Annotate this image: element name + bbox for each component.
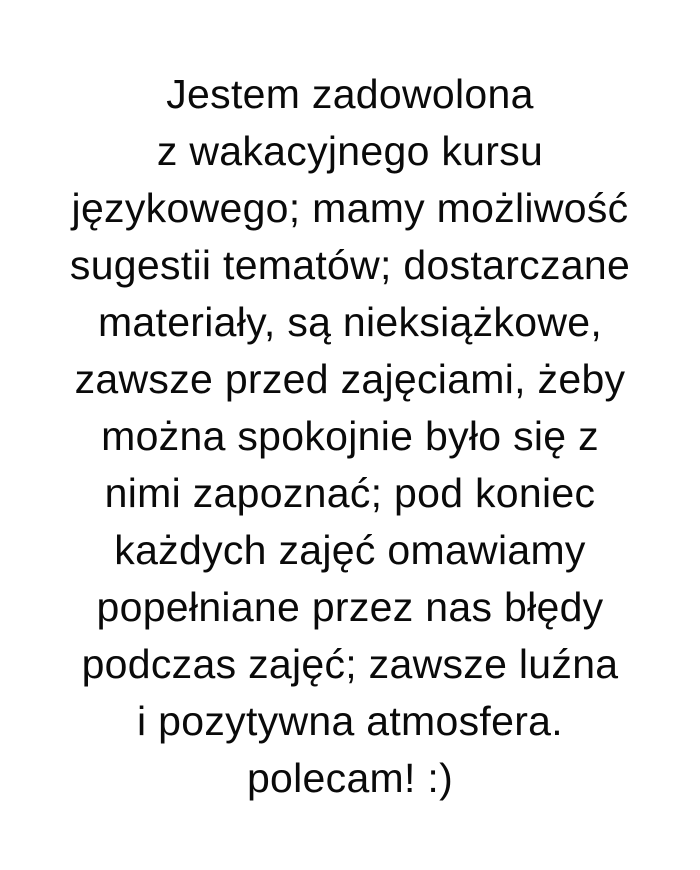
testimonial-line: każdych zajęć omawiamy <box>114 527 586 573</box>
testimonial-line: polecam! :) <box>246 755 454 801</box>
testimonial-line: nimi zapoznać; pod koniec <box>104 470 596 516</box>
testimonial-line: można spokojnie było się z <box>101 413 599 459</box>
testimonial-line: podczas zajęć; zawsze luźna <box>81 641 619 687</box>
testimonial-line: sugestii tematów; dostarczane <box>69 242 631 288</box>
testimonial-line: Jestem zadowolona <box>166 71 534 117</box>
testimonial-line: popełniane przez nas błędy <box>96 584 604 630</box>
testimonial-line: z wakacyjnego kursu <box>156 128 544 174</box>
testimonial-line: językowego; mamy możliwość <box>71 185 629 231</box>
testimonial-line: materiały, są nieksiążkowe, <box>97 299 603 345</box>
testimonial-line: zawsze przed zajęciami, żeby <box>74 356 626 402</box>
testimonial-line: i pozytywna atmosfera. <box>137 698 563 744</box>
